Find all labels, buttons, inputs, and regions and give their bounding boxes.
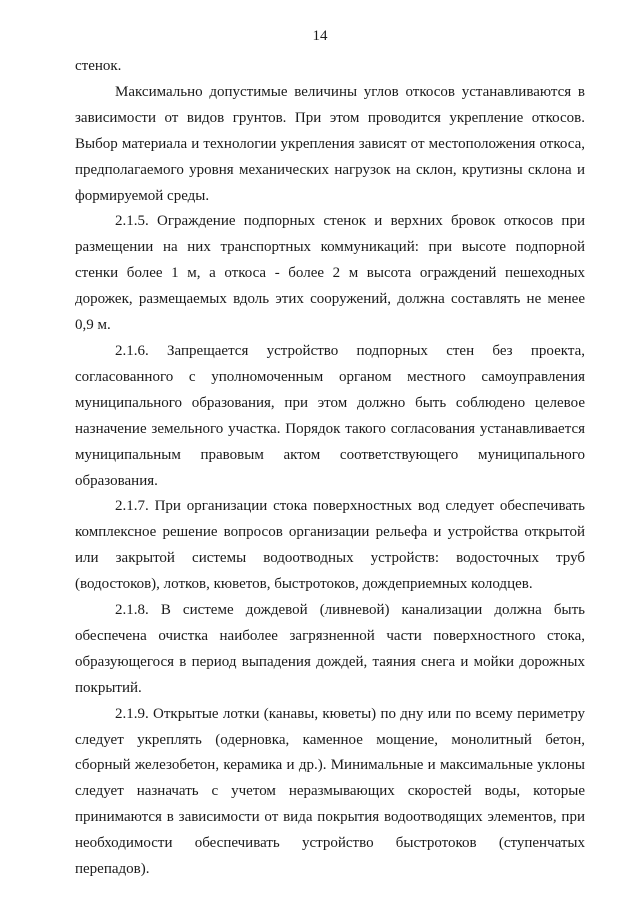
paragraph-slopes: Максимально допустимые величины углов откосов устанавливаются в зависимости от видов грунтов. При этом проводится укрепление откосов. Выбор материала и технологии укрепления зависят от местоположения откоса, предполагаемого уровня механических нагрузок на склон, крутизны склона и формируемой среды. <box>75 83 585 204</box>
paragraph-2-1-9: 2.1.9. Открытые лотки (канавы, кюветы) по дну или по всему периметру следует укреплять (одерновка, каменное мощение, монолитный бетон, сборный железобетон, керамика и др.). Минимальные и максимальные уклоны следует назначать с учетом неразмывающих скоростей воды, которые принимаются в зависимости от вида покрытия водоотводящих элементов, при необходимости обеспечивать устройство быстротоков (ступенчатых перепадов). <box>75 705 585 878</box>
paragraph-continuation: стенок. <box>75 58 122 74</box>
page-number: 14 <box>312 28 328 44</box>
paragraph-2-1-6: 2.1.6. Запрещается устройство подпорных стен без проекта, согласованного с уполномоченным органом местного самоуправления муниципального образования, при этом должно быть соблюдено целевое назначение земельного участка. Порядок такого согласования устанавливается муниципальным правовым актом соответствующего муниципального образования. <box>75 342 585 489</box>
document-body <box>75 54 585 883</box>
paragraph-2-1-5: 2.1.5. Ограждение подпорных стенок и верхних бровок откосов при размещении на них транспортных коммуникаций: при высоте подпорной стенки более 1 м, а откоса - более 2 м высота ограждений пешеходных дорожек, размещаемых вдоль этих сооружений, должна составлять не менее 0,9 м. <box>75 213 585 334</box>
paragraph-2-1-7: 2.1.7. При организации стока поверхностных вод следует обеспечивать комплексное решение вопросов организации рельефа и устройства открытой или закрытой системы водоотводных устройств: водосточных труб (водостоков), лотков, кюветов, быстротоков, дождеприемных колодцев. <box>75 498 585 593</box>
paragraph-2-1-8: 2.1.8. В системе дождевой (ливневой) канализации должна быть обеспечена очистка наиболее загрязненной части поверхностного стока, образующегося в период выпадения дождей, таяния снега и мойки дорожных покрытий. <box>75 602 585 696</box>
